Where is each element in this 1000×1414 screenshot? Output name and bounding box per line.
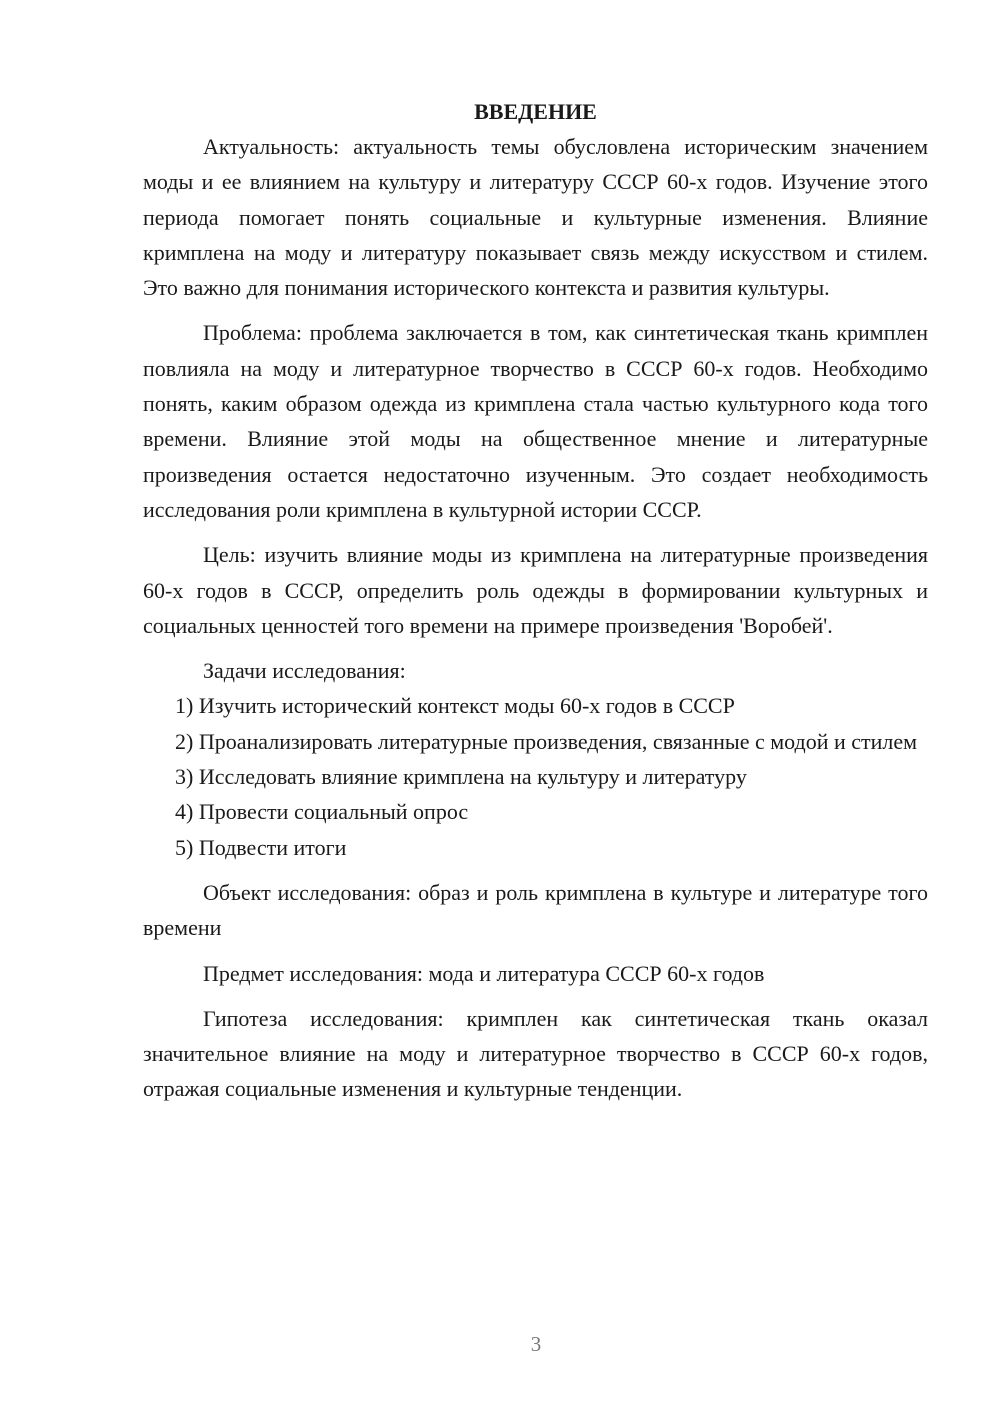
task-item-2: 2) Проанализировать литературные произведения, связанные с модой и стилем (175, 728, 918, 754)
tasks-list (143, 688, 928, 864)
goal-paragraph: Цель: изучить влияние моды из кримплена на литературные произведения 60-х годов в СССР, определить роль одежды в формировании культурных и социальных ценностей того времени на примере произведения 'Воробей'. (143, 542, 928, 638)
task-item-1: 1) Изучить исторический контекст моды 60-х годов в СССР (175, 693, 735, 719)
section-title (143, 94, 928, 129)
hypothesis-paragraph: Гипотеза исследования: кримплен как синтетическая ткань оказал значительное влияние на моду и литературное творчество в СССР 60-х годов, отражая социальные изменения и культурные тенденции. (143, 1005, 928, 1102)
problem-paragraph: Проблема: проблема заключается в том, как синтетическая ткань кримплен повлияла на моду и литературное творчество в СССР 60-х годов. Необходимо понять, каким образом одежда из кримплена стала частью культурного кода того времени. Влияние этой моды на общественное мнение и литературные произведения остается недостаточно изученным. Это создает необходимость исследования роли кримплена в культурной истории СССР. (143, 320, 928, 522)
subject-paragraph: Предмет исследования: мода и литература СССР 60-х годов (203, 960, 765, 986)
task-item-4: 4) Провести социальный опрос (175, 799, 469, 825)
object-paragraph: Объект исследования: образ и роль кримплена в культуре и литературе того времени (143, 879, 928, 941)
page-content (143, 94, 928, 1107)
task-item-3: 3) Исследовать влияние кримплена на культуру и литературу (175, 764, 747, 790)
section-title-text: ВВЕДЕНИЕ (474, 99, 597, 124)
tasks-heading: Задачи исследования: (203, 658, 406, 684)
task-item-5: 5) Подвести итоги (175, 834, 347, 860)
page-number: 3 (530, 1332, 542, 1356)
relevance-paragraph: Актуальность: актуальность темы обусловлена историческим значением моды и ее влиянием на культуру и литературу СССР 60-х годов. Изучение этого периода помогает понять социальные и культурные изменения. Влияние кримплена на моду и литературу показывает связь между искусством и стилем. Это важно для понимания исторического контекста и развития культуры. (143, 134, 928, 301)
